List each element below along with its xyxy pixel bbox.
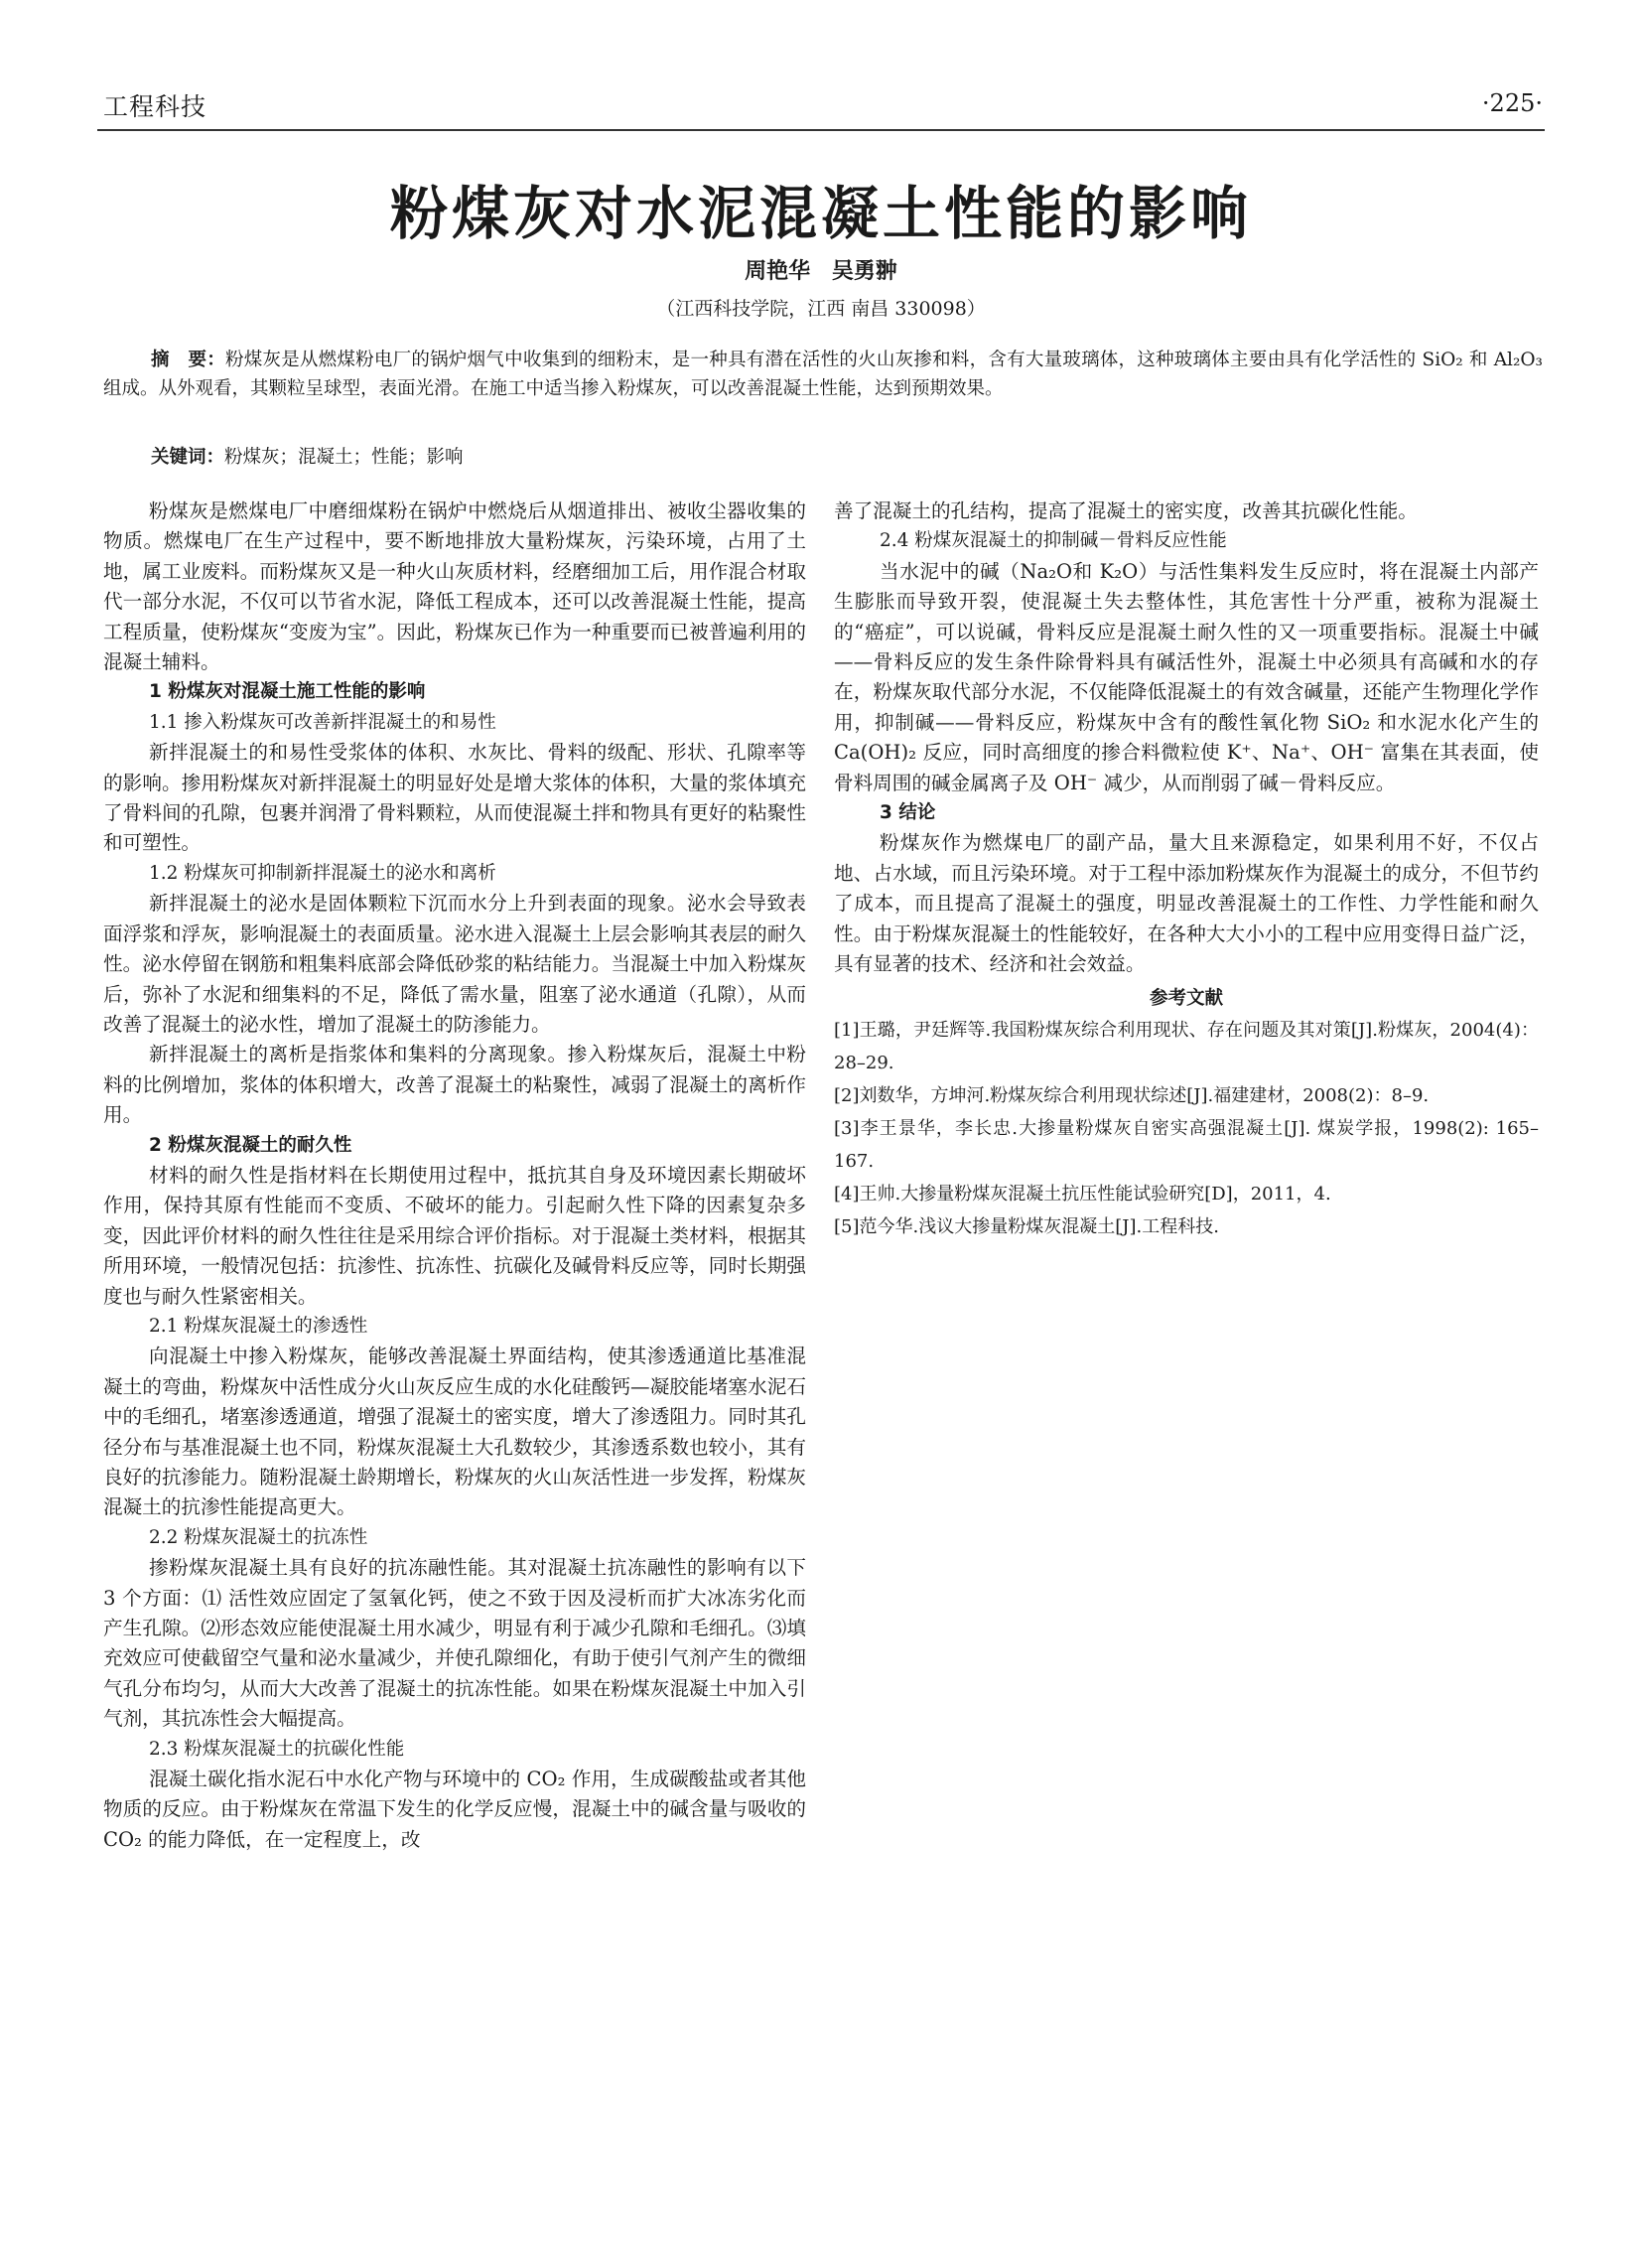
intro-paragraph: 粉煤灰是燃煤电厂中磨细煤粉在锅炉中燃烧后从烟道排出、被收尘器收集的物质。燃煤电厂在生产过程中，要不断地排放大量粉煤灰，污染环境，占用了土地，属工业废料。而粉煤灰又是一种火山灰质材料，经磨细加工后，用作混合材取代一部分水泥，不仅可以节省水泥，降低工程成本，还可以改善混凝土性能，提高工程质量，使粉煤灰“变废为宝”。因此，粉煤灰已作为一种重要而已被普遍利用的混凝土辅料。 <box>103 499 806 674</box>
references-heading: 参考文献 <box>1149 987 1223 1009</box>
abstract-label: 摘 要： <box>151 350 225 370</box>
section-heading: 1 粉煤灰对混凝土施工性能的影响 <box>149 681 426 703</box>
article-title: 粉煤灰对水泥混凝土性能的影响 <box>389 180 1252 247</box>
subsection-heading: 1.2 粉煤灰可抑制新拌混凝土的泌水和离析 <box>149 862 496 884</box>
reference-item: [3]李王景华，李长忠.大掺量粉煤灰自密实高强混凝土[J]. 煤炭学报，1998(2): 165–167. <box>834 1117 1539 1172</box>
subsection-heading: 1.1 掺入粉煤灰可改善新拌混凝土的和易性 <box>149 711 496 733</box>
body-paragraph: 新拌混凝土的离析是指浆体和集料的分离现象。掺入粉煤灰后，混凝土中粉料的比例增加，浆体的体积增大，改善了混凝土的粘聚性，减弱了混凝土的离析作用。 <box>103 1043 806 1127</box>
subsection-heading: 2.4 粉煤灰混凝土的抑制碱－骨料反应性能 <box>880 530 1227 552</box>
authors: 周艳华 吴勇翀 <box>745 259 897 284</box>
body-paragraph: 掺粉煤灰混凝土具有良好的抗冻融性能。其对混凝土抗冻融性的影响有以下 3 个方面：⑴ 活性效应固定了氢氧化钙，使之不致于因及浸析而扩大冰冻劣化而产生孔隙。⑵形态效应能使混凝土用水减少，明显有利于减少孔隙和毛细孔。⑶填充效应可使截留空气量和泌水量减少，并使孔隙细化，有助于使引气剂产生的微细气孔分布均匀，从而大大改善了混凝土的抗冻性能。如果在粉煤灰混凝土中加入引气剂，其抗冻性会大幅提高。 <box>103 1556 806 1731</box>
journal-name: 工程科技 <box>103 92 207 121</box>
keywords-label: 关键词： <box>151 447 225 468</box>
abstract <box>103 346 1543 403</box>
reference-item: [2]刘数华，方坤河.粉煤灰综合利用现状综述[J].福建建材，2008(2)：8–9. <box>834 1084 1430 1106</box>
body-paragraph: 混凝土碳化指水泥石中水化产物与环境中的 CO₂ 作用，生成碳酸盐或者其他物质的反应。由于粉煤灰在常温下发生的化学反应慢，混凝土中的碱含量与吸收的 CO₂ 的能力降低，在一定程度上，改 <box>103 1768 806 1851</box>
header-rule <box>97 129 1545 131</box>
reference-item: [1]王璐，尹廷辉等.我国粉煤灰综合利用现状、存在问题及其对策[J].粉煤灰，2004(4)：28–29. <box>834 1019 1539 1073</box>
body-paragraph: 新拌混凝土的泌水是固体颗粒下沉而水分上升到表面的现象。泌水会导致表面浮浆和浮灰，影响混凝土的表面质量。泌水进入混凝土上层会影响其表层的耐久性。泌水停留在钢筋和粗集料底部会降低砂浆的粘结能力。当混凝土中加入粉煤灰后，弥补了水泥和细集料的不足，降低了需水量，阻塞了泌水通道（孔隙），从而改善了混凝土的泌水性，增加了混凝土的防渗能力。 <box>103 892 806 1036</box>
body-paragraph: 粉煤灰作为燃煤电厂的副产品，量大且来源稳定，如果利用不好，不仅占地、占水域，而且污染环境。对于工程中添加粉煤灰作为混凝土的成分，不但节约了成本，而且提高了混凝土的强度，明显改善混凝土的工作性、力学性能和耐久性。由于粉煤灰混凝土的性能较好，在各种大大小小的工程中应用变得日益广泛，具有显著的技术、经济和社会效益。 <box>834 831 1539 976</box>
abstract-text: 粉煤灰是从燃煤粉电厂的锅炉烟气中收集到的细粉末，是一种具有潜在活性的火山灰掺和料，含有大量玻璃体，这种玻璃体主要由具有化学活性的 SiO₂ 和 Al₂O₃ 组成。从外观看，其颗粒呈球型，表面光滑。在施工中适当掺入粉煤灰，可以改善混凝土性能，达到预期效果。 <box>103 350 1543 399</box>
body-paragraph: 向混凝土中掺入粉煤灰，能够改善混凝土界面结构，使其渗透通道比基准混凝土的弯曲，粉煤灰中活性成分火山灰反应生成的水化硅酸钙—凝胶能堵塞水泥石中的毛细孔，堵塞渗透通道，增强了混凝土的密实度，增大了渗透阻力。同时其孔径分布与基准混凝土也不同，粉煤灰混凝土大孔数较少，其渗透系数也较小，其有良好的抗渗能力。随粉混凝土龄期增长，粉煤灰的火山灰活性进一步发挥，粉煤灰混凝土的抗渗性能提高更大。 <box>103 1345 806 1519</box>
section-heading: 2 粉煤灰混凝土的耐久性 <box>149 1134 352 1156</box>
section-heading: 3 结论 <box>880 802 936 824</box>
body-paragraph: 当水泥中的碱（Na₂O和 K₂O）与活性集料发生反应时，将在混凝土内部产生膨胀而导致开裂，使混凝土失去整体性，其危害性十分严重，被称为混凝土的“癌症”，可以说碱，骨料反应是混凝土耐久性的又一项重要指标。混凝土中碱——骨料反应的发生条件除骨料具有碱活性外，混凝土中必须具有高碱和水的存在，粉煤灰取代部分水泥，不仅能降低混凝土的有效含碱量，还能产生物理化学作用，抑制碱——骨料反应，粉煤灰中含有的酸性氧化物 SiO₂ 和水泥水化产生的 Ca(OH)₂ 反应，同时高细度的掺合料微粒使 K⁺、Na⁺、OH⁻ 富集在其表面，使骨料周围的碱金属离子及 OH⁻ 减少，从而削弱了碱－骨料反应。 <box>834 559 1539 794</box>
page-number: ·225· <box>1481 89 1543 117</box>
affiliation: （江西科技学院，江西 南昌 330098） <box>656 298 986 320</box>
body-paragraph: 善了混凝土的孔结构，提高了混凝土的密实度，改善其抗碳化性能。 <box>834 499 1418 522</box>
left-column <box>103 496 806 1855</box>
subsection-heading: 2.1 粉煤灰混凝土的渗透性 <box>149 1315 368 1337</box>
reference-item: [5]范今华.浅议大掺量粉煤灰混凝土[J].工程科技. <box>834 1215 1219 1237</box>
keywords <box>151 443 464 469</box>
reference-item: [4]王帅.大掺量粉煤灰混凝土抗压性能试验研究[D]，2011，4. <box>834 1183 1331 1205</box>
subsection-heading: 2.2 粉煤灰混凝土的抗冻性 <box>149 1526 368 1548</box>
body-paragraph: 新拌混凝土的和易性受浆体的体积、水灰比、骨料的级配、形状、孔隙率等的影响。掺用粉煤灰对新拌混凝土的明显好处是增大浆体的体积，大量的浆体填充了骨料间的孔隙，包裹并润滑了骨料颗粒，从而使混凝土拌和物具有更好的粘聚性和可塑性。 <box>103 741 806 855</box>
right-column <box>834 496 1539 1243</box>
keywords-text: 粉煤灰；混凝土；性能；影响 <box>224 447 464 468</box>
subsection-heading: 2.3 粉煤灰混凝土的抗碳化性能 <box>149 1738 405 1760</box>
body-paragraph: 材料的耐久性是指材料在长期使用过程中，抵抗其自身及环境因素长期破坏作用，保持其原有性能而不变质、不破坏的能力。引起耐久性下降的因素复杂多变，因此评价材料的耐久性往往是采用综合评价指标。对于混凝土类材料，根据其所用环境，一般情况包括：抗渗性、抗冻性、抗碳化及碱骨料反应等，同时长期强度也与耐久性紧密相关。 <box>103 1163 806 1308</box>
